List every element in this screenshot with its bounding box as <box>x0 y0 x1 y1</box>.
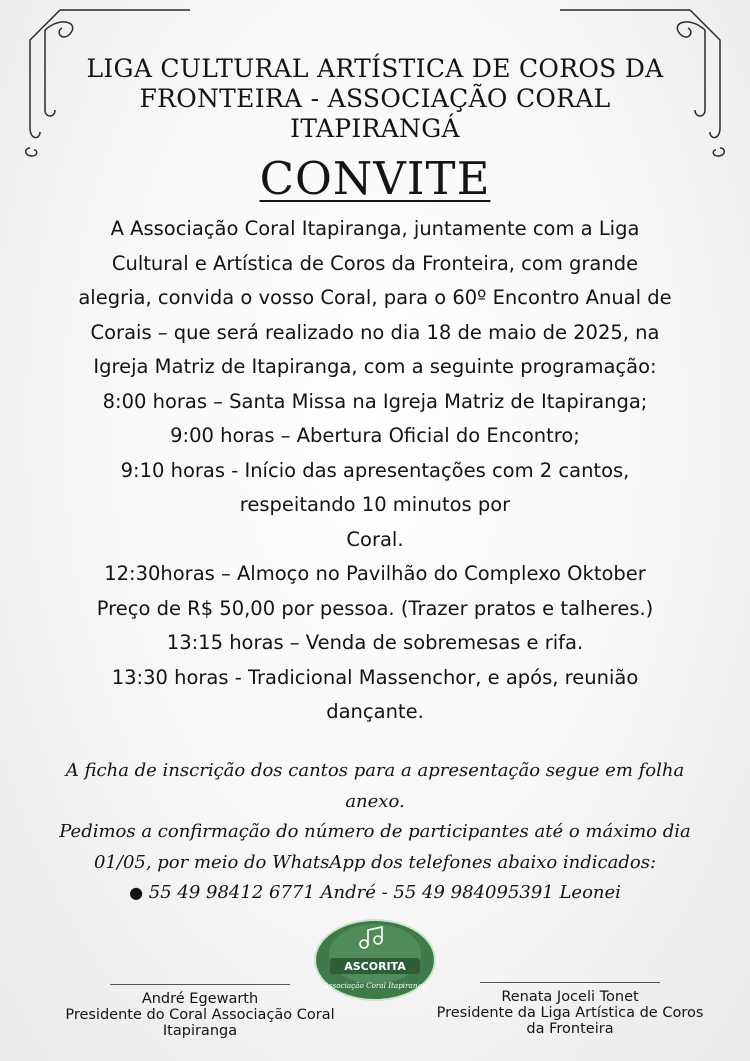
signatory-role: Presidente do Coral Associação Coral <box>65 1007 335 1023</box>
note-line: Pedimos a confirmação do número de participantes até o máximo dia <box>59 821 691 842</box>
schedule-line: Coral. <box>346 527 404 551</box>
signatory-role: Itapiranga <box>162 1023 238 1039</box>
schedule-line: 13:15 horas – Venda de sobremesas e rifa. <box>166 631 584 654</box>
body-line: A Associação Coral Itapiranga, juntamente com a Liga <box>110 217 640 240</box>
phone-numbers: 55 49 98412 6771 André - 55 49 984095391 Leonei <box>148 882 621 903</box>
title-line: FRONTEIRA - ASSOCIAÇÃO CORAL <box>139 84 611 113</box>
schedule-line: 9:10 horas - Início das apresentações com 2 cantos, <box>120 458 630 482</box>
schedule-line: 12:30horas – Almoço no Pavilhão do Complexo Oktober <box>104 562 646 585</box>
body-line: Cultural e Artística de Coros da Fronteira, com grande <box>111 251 639 275</box>
schedule-line: Preço de R$ 50,00 por pessoa. (Trazer pratos e talheres.) <box>96 596 654 620</box>
schedule-line: dançante. <box>326 700 424 723</box>
note-line: anexo. <box>345 790 405 812</box>
logo-caption: Associação Coral Itapiranga <box>323 981 427 990</box>
note-line: A ficha de inscrição dos cantos para a apresentação segue em folha <box>65 760 685 781</box>
heading-text: CONVITE <box>259 152 491 205</box>
registration-notes <box>20 756 730 909</box>
signatory-name: Renata Joceli Tonet <box>501 989 639 1005</box>
signature-right <box>405 982 735 1037</box>
signatory-role: Presidente da Liga Artística de Coros <box>436 1005 704 1021</box>
schedule-line: 9:00 horas – Abertura Oficial do Encontro; <box>170 424 580 447</box>
note-line: 01/05, por meio do WhatsApp dos telefones abaixo indicados: <box>93 851 657 873</box>
organization-title <box>60 54 690 144</box>
schedule-line: 13:30 horas - Tradicional Massenchor, e após, reunião <box>111 665 639 689</box>
body-line: alegria, convida o vosso Coral, para o 60º Encontro Anual de <box>78 286 672 309</box>
invitation-body <box>10 212 740 730</box>
signature-left <box>30 984 370 1039</box>
schedule-line: 8:00 horas – Santa Missa na Igreja Matriz de Itapiranga; <box>102 389 648 413</box>
signatory-name: André Egewarth <box>141 991 259 1007</box>
body-line: Corais – que será realizado no dia 18 de maio de 2025, na <box>90 320 660 344</box>
schedule-line: respeitando 10 minutos por <box>239 493 511 516</box>
body-line: Igreja Matriz de Itapiranga, com a seguinte programação: <box>93 355 657 378</box>
signatory-role: da Fronteira <box>526 1021 614 1037</box>
signature-line <box>480 982 660 983</box>
title-line: LIGA CULTURAL ARTÍSTICA DE COROS DA <box>86 54 664 83</box>
logo-name: ASCORITA <box>344 960 406 973</box>
contact-phones <box>20 878 730 909</box>
title-line: ITAPIRANGÁ <box>290 114 460 143</box>
bullet-icon: ● <box>129 883 144 902</box>
signature-line <box>110 984 290 985</box>
logo-inner <box>329 924 421 984</box>
invitation-heading <box>0 150 750 208</box>
